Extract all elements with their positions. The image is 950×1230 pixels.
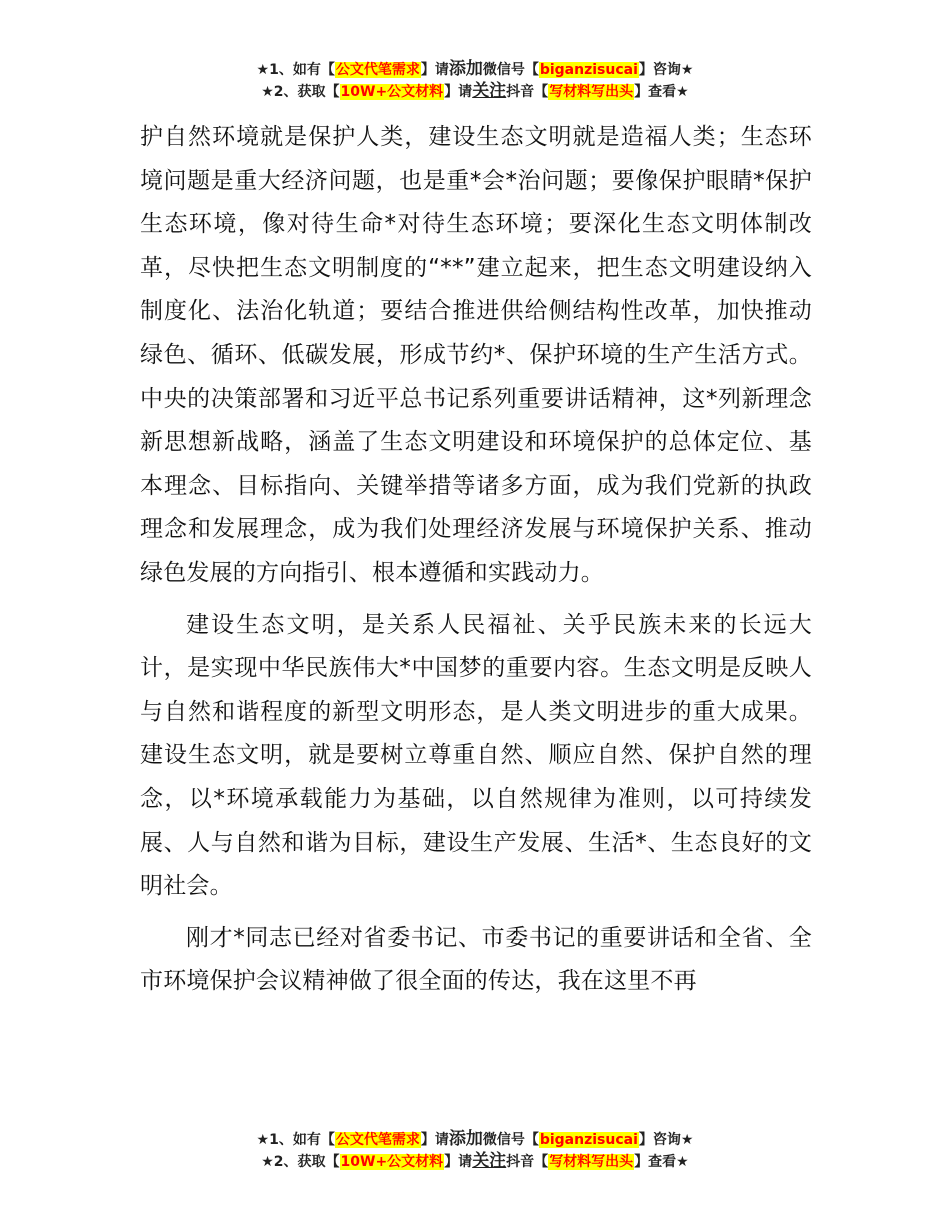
body-paragraph: 护自然环境就是保护人类，建设生态文明就是造福人类；生态环境问题是重大经济问题，也是重*会*治问题；要像保护眼睛*保护生态环境，像对待生命*对待生态环境；要深化生态文明体制改革，尽快把生态文明制度的“**”建立起来，把生态文明建设纳入制度化、法治化轨道；要结合推进供给侧结构性改革，加快推动绿色、循环、低碳发展，形成节约*、保护环境的生产生活方式。中央的决策部署和习近平总书记系列重要讲话精神，这*列新理念新思想新战略，涵盖了生态文明建设和环境保护的总体定位、基本理念、目标指向、关键举措等诸多方面，成为我们党新的执政理念和发展理念，成为我们处理经济发展与环境保护关系、推动绿色发展的方向指引、根本遵循和实践动力。 bbox=[140, 124, 812, 586]
banner-highlight: 公文代笔需求 bbox=[335, 1132, 420, 1148]
banner-highlight: 10W+公文材料 bbox=[340, 1154, 444, 1170]
banner-line-1: ★1、如有【公文代笔需求】请添加微信号【biganzisucai】咨询★ bbox=[256, 1129, 694, 1149]
body-paragraph: 刚才*同志已经对省委书记、市委书记的重要讲话和全省、全市环境保护会议精神做了很全面的传达，我在这里不再 bbox=[140, 924, 812, 995]
banner-highlight: 写材料写出头 bbox=[549, 84, 634, 100]
banner-highlight: biganzisucai bbox=[539, 62, 638, 78]
banner-highlight: biganzisucai bbox=[539, 1132, 638, 1148]
footer-banner bbox=[0, 1129, 950, 1173]
banner-highlight: 10W+公文材料 bbox=[340, 84, 444, 100]
header-banner bbox=[0, 59, 950, 103]
body-paragraph: 建设生态文明，是关系人民福祉、关乎民族未来的长远大计，是实现中华民族伟大*中国梦的重要内容。生态文明是反映人与自然和谐程度的新型文明形态，是人类文明进步的重大成果。建设生态文明，就是要树立尊重自然、顺应自然、保护自然的理念，以*环境承载能力为基础，以自然规律为准则，以可持续发展、人与自然和谐为目标，建设生产发展、生活*、生态良好的文明社会。 bbox=[140, 611, 812, 900]
banner-highlight: 公文代笔需求 bbox=[335, 62, 420, 78]
banner-line-2: ★2、获取【10W+公文材料】请关注抖音【写材料写出头】查看★ bbox=[261, 81, 689, 101]
banner-line-2: ★2、获取【10W+公文材料】请关注抖音【写材料写出头】查看★ bbox=[261, 1151, 689, 1171]
document-body bbox=[140, 116, 812, 1012]
banner-line-1: ★1、如有【公文代笔需求】请添加微信号【biganzisucai】咨询★ bbox=[256, 59, 694, 79]
banner-highlight: 写材料写出头 bbox=[549, 1154, 634, 1170]
